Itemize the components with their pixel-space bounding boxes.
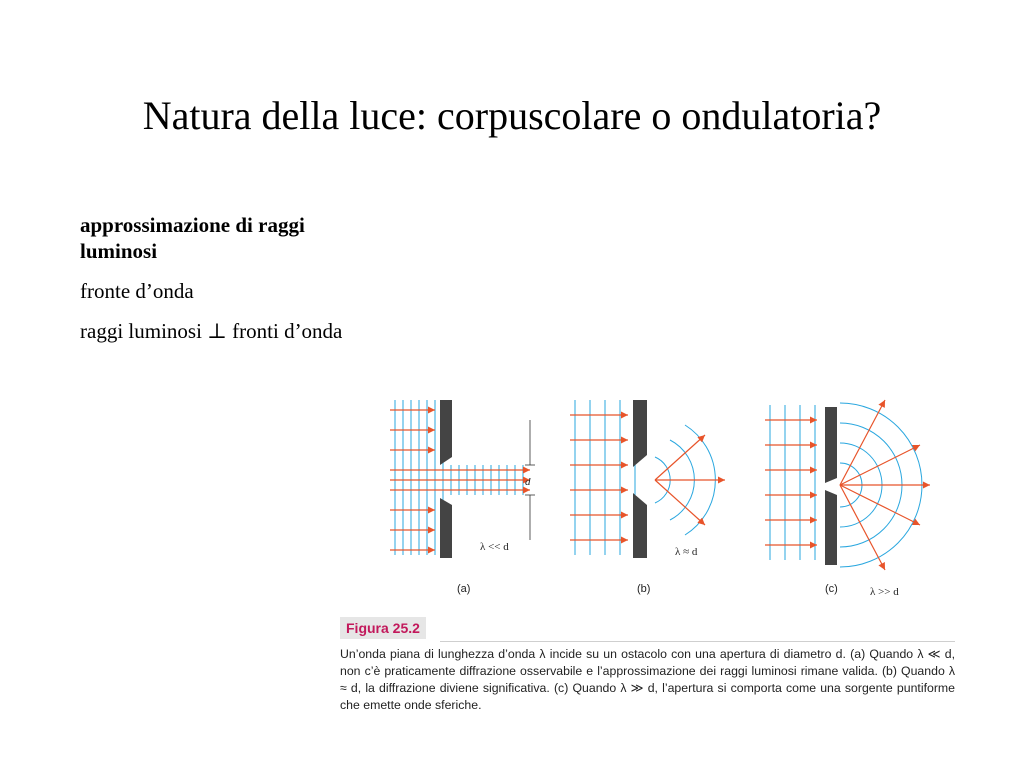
relation-c: λ >> d xyxy=(870,586,899,598)
bullet-perpendicular: raggi luminosi ⊥ fronti d’onda xyxy=(80,319,343,343)
bullet-fronte: fronte d’onda xyxy=(80,279,194,303)
panel-a xyxy=(390,400,535,595)
bullet-raggi: approssimazione di raggi luminosi xyxy=(80,213,305,263)
relation-a: λ << d xyxy=(480,541,509,553)
figure-caption: Un’onda piana di lunghezza d’onda λ incide su un ostacolo con una apertura di diametro d. (a) Quando λ ≪ d, non c’è praticamente diffrazione osservabile e l’approssimazione dei raggi luminosi rimane valida. (b) Quando λ ≈ d, la diffrazione diviene significativa. (c) Quando λ ≫ d, l’apertura si comporta come una sorgente puntiforme che emette onde sferiche. xyxy=(340,647,955,712)
slide-title: Natura della luce: corpuscolare o ondulatoria? xyxy=(142,93,882,138)
caption-divider xyxy=(440,641,955,642)
figure-caption-block xyxy=(340,617,955,714)
relation-b: λ ≈ d xyxy=(675,546,698,558)
diffraction-figure xyxy=(385,395,955,610)
panel-label-c: (c) xyxy=(825,583,838,595)
bullet-list xyxy=(80,212,350,358)
panel-label-b: (b) xyxy=(637,583,651,595)
panel-c xyxy=(765,400,930,598)
figure-label: Figura 25.2 xyxy=(340,617,426,639)
panel-b xyxy=(570,400,725,595)
panel-label-a: (a) xyxy=(457,583,471,595)
dimension-label: d xyxy=(525,476,531,488)
